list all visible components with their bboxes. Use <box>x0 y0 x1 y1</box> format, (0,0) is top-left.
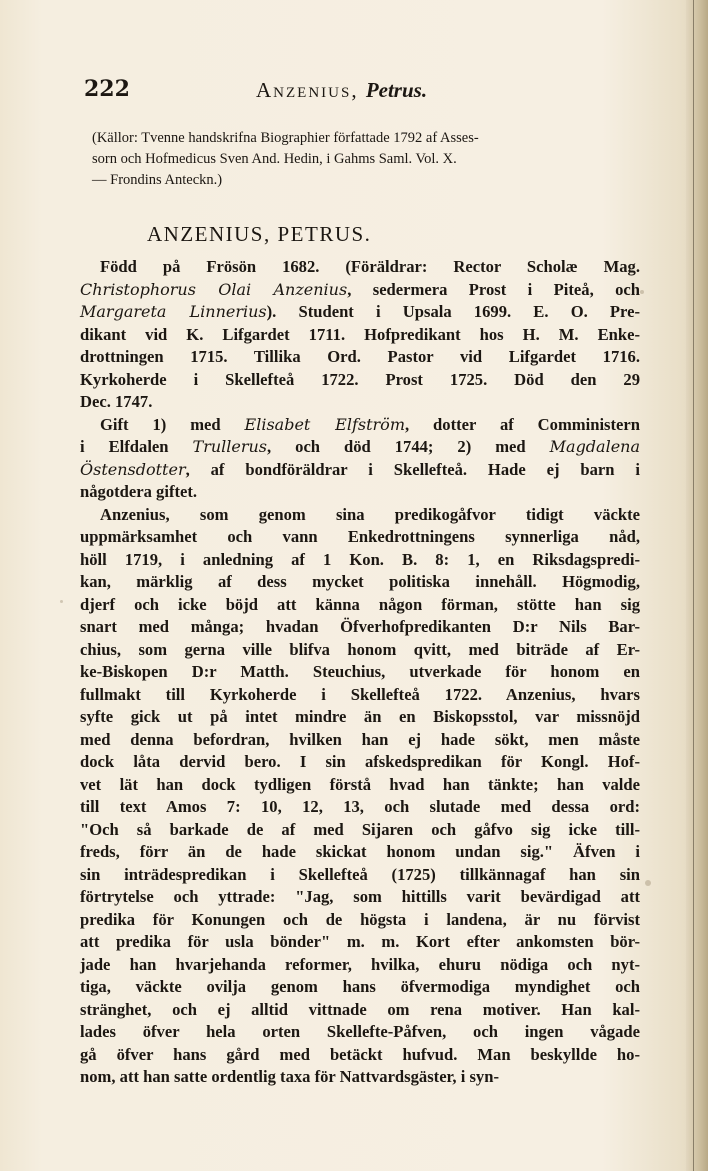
text-segment: kan, märklig af dess mycket politiska innehåll. Högmodig, <box>80 572 640 591</box>
text-segment: , sedermera Prost i Piteå, och <box>347 279 641 299</box>
text-line <box>80 1044 640 1067</box>
text-segment: jade han hvarjehanda reformer, hvilka, ehuru nödiga och nyt- <box>80 954 640 974</box>
binding-line <box>693 0 695 1171</box>
text-segment: djerf och icke böjd att känna någon förman, stötte han sig <box>80 594 640 614</box>
italic-name: Östensdotter <box>80 459 186 479</box>
text-line <box>80 1066 640 1089</box>
text-line <box>80 639 640 662</box>
text-segment: , af bondföräldrar i Skellefteå. Hade ej barn i <box>185 459 640 479</box>
text-segment: "Och så barkade de af med Sijaren och gåfvo sig icke till- <box>80 819 640 839</box>
text-segment: i Elfdalen <box>80 437 193 456</box>
text-line <box>80 571 640 594</box>
text-segment: syfte gick ut på intet mindre än en Biskopsstol, var missnöjd <box>80 707 640 726</box>
text-segment: ke-Biskopen D:r Matth. Steuchius, utverkade för honom en <box>80 662 640 681</box>
italic-name: Trullerus <box>192 437 268 456</box>
text-line <box>80 324 640 347</box>
text-segment: Dec. 1747. <box>80 392 153 411</box>
page-header <box>84 76 640 110</box>
running-head-surname: Anzenius, <box>256 78 359 102</box>
text-segment: ). Student i Upsala 1699. E. O. Pre- <box>266 302 641 321</box>
text-segment: predika för Konungen och de högsta i landena, är nu förvist <box>80 909 640 929</box>
page-number: 222 <box>84 76 130 102</box>
text-segment: att predika för usla bönder" m. m. Kort efter ankomsten bör- <box>80 932 640 951</box>
text-segment: någotdera giftet. <box>80 482 198 501</box>
text-line <box>80 436 640 459</box>
text-segment: nom, att han satte ordentlig taxa för Nattvardsgäster, i syn- <box>80 1067 499 1086</box>
text-line <box>80 369 640 392</box>
paper-spot <box>60 600 63 603</box>
text-line <box>80 279 640 302</box>
text-line <box>80 999 640 1022</box>
text-segment: chius, som gerna ville blifva honom qvitt, med biträde af Er- <box>80 639 640 659</box>
text-line <box>80 616 640 639</box>
text-line <box>80 706 640 729</box>
text-line <box>80 504 640 527</box>
text-line <box>80 481 640 504</box>
text-segment: Född på Frösön 1682. (Föräldrar: Rector Scholæ Mag. <box>100 257 640 276</box>
paper-spot <box>645 880 651 886</box>
italic-name: Elisabet Elfström <box>244 414 405 434</box>
text-line <box>80 909 640 932</box>
text-line <box>80 684 640 707</box>
text-segment: , dotter af Comministern <box>405 414 641 434</box>
text-line <box>80 841 640 864</box>
text-line <box>80 819 640 842</box>
text-segment: förtrytelse och yttrade: "Jag, som hittills varit bevärdigad att <box>80 887 640 906</box>
text-line <box>80 864 640 887</box>
text-line <box>80 661 640 684</box>
text-segment: höll 1719, i anledning af 1 Kon. B. 8: 1, en Riksdagspredi- <box>80 549 640 569</box>
text-line <box>80 954 640 977</box>
page-edge <box>686 0 708 1171</box>
text-segment: uppmärksamhet och vann Enkedrottningens synnerliga nåd, <box>80 527 640 546</box>
text-segment: gå öfver hans gård med betäckt hufvud. Man beskyllde ho- <box>80 1044 640 1064</box>
text-segment: stränghet, och ej alltid vittnade om rena motiver. Han kal- <box>80 999 640 1019</box>
text-segment: tiga, väckte ovilja genom hans öfvermodiga myndighet och <box>80 977 640 996</box>
italic-name: Margareta Linnerius <box>80 302 267 321</box>
text-line <box>80 301 640 324</box>
text-segment: Kyrkoherde i Skellefteå 1722. Prost 1725. Död den 29 <box>80 369 640 389</box>
text-segment: lades öfver hela orten Skellefte-Påfven, och ingen vågade <box>80 1022 640 1041</box>
text-line <box>80 976 640 999</box>
paper-spot <box>640 290 644 294</box>
text-line <box>80 391 640 414</box>
italic-name: Christophorus Olai Anzenius <box>80 279 348 299</box>
entry-heading: ANZENIUS, PETRUS. <box>147 222 372 246</box>
running-head-given-name: Petrus. <box>365 78 428 102</box>
text-line <box>80 346 640 369</box>
italic-name: Magdalena <box>549 437 641 456</box>
entry-body <box>80 256 640 1089</box>
text-line <box>80 751 640 774</box>
text-segment: dikant vid K. Lifgardet 1711. Hofpredikant hos H. M. Enke- <box>80 324 640 344</box>
text-line <box>80 729 640 752</box>
text-line <box>80 1021 640 1044</box>
text-segment: Anzenius, som genom sina predikogåfvor tidigt väckte <box>100 504 640 524</box>
text-line <box>80 796 640 819</box>
note-line: — Frondins Anteckn.) <box>92 172 223 188</box>
text-line <box>80 256 640 279</box>
text-line <box>80 459 640 482</box>
text-line <box>80 774 640 797</box>
text-segment: sin inträdespredikan i Skellefteå (1725) tillkännagaf han sin <box>80 864 640 884</box>
text-line <box>80 931 640 954</box>
text-segment: freds, förr än de hade skickat honom undan sig." Äfven i <box>80 842 640 861</box>
text-line <box>80 526 640 549</box>
text-segment: snart med många; hvadan Öfverhofpredikanten D:r Nils Bar- <box>80 617 640 636</box>
note-line: (Källor: Tvenne handskrifna Biographier författade 1792 af Asses- <box>92 130 479 146</box>
running-head <box>256 78 427 103</box>
text-segment: fullmakt till Kyrkoherde i Skellefteå 1722. Anzenius, hvars <box>80 684 640 704</box>
text-line <box>80 549 640 572</box>
text-segment: drottningen 1715. Tillika Ord. Pastor vid Lifgardet 1716. <box>80 347 640 366</box>
text-segment: Gift 1) med <box>100 414 245 434</box>
sources-note <box>92 128 637 191</box>
text-segment: till text Amos 7: 10, 12, 13, och slutade med dessa ord: <box>80 797 640 816</box>
note-line: sorn och Hofmedicus Sven And. Hedin, i Gahms Saml. Vol. X. <box>92 151 457 167</box>
text-line <box>80 886 640 909</box>
text-segment: vet lät han dock tydligen förstå hvad han tänkte; han valde <box>80 774 640 794</box>
text-segment: , och död 1744; 2) med <box>267 437 550 456</box>
text-segment: dock låta dervid bero. I sin afskedspredikan för Kongl. Hof- <box>80 752 640 771</box>
text-line <box>80 594 640 617</box>
text-segment: med denna befordran, hvilken han ej hade sökt, men måste <box>80 729 640 749</box>
text-line <box>80 414 640 437</box>
